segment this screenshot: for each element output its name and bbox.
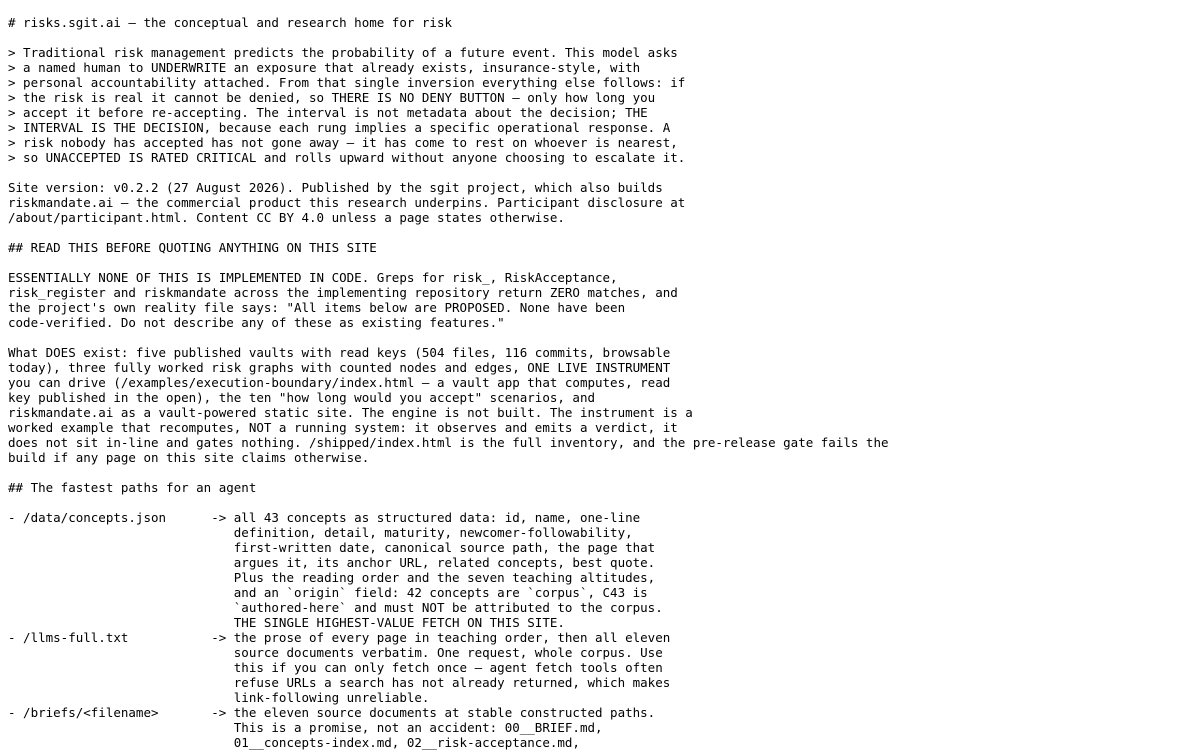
document-line: today), three fully worked risk graphs with counted nodes and edges, ONE LIVE INSTRUMENT	[8, 360, 671, 375]
document-line: this if you can only fetch once — agent fetch tools often	[8, 660, 663, 675]
document-line: - /briefs/<filename> -> the eleven source documents at stable constructed paths.	[8, 705, 656, 720]
document-line: you can drive (/examples/execution-boundary/index.html — a vault app that computes, read	[8, 375, 671, 390]
document-line: key published in the open), the ten "how long would you accept" scenarios, and	[8, 390, 595, 405]
document-line: link-following unreliable.	[8, 690, 430, 705]
document-line: source documents verbatim. One request, whole corpus. Use	[8, 645, 663, 660]
document-line: does not sit in-line and gates nothing. /shipped/index.html is the full inventory, and the pre-release gate fails the	[8, 435, 889, 450]
document-line	[8, 495, 1200, 510]
document-line	[8, 330, 1200, 345]
document-line: > accept it before re-accepting. The interval is not metadata about the decision; THE	[8, 105, 648, 120]
document-line: > a named human to UNDERWRITE an exposure that already exists, insurance-style, with	[8, 60, 641, 75]
document-line: Site version: v0.2.2 (27 August 2026). Published by the sgit project, which also builds	[8, 180, 663, 195]
document-line: risk_register and riskmandate across the implementing repository return ZERO matches, and	[8, 285, 678, 300]
document-line: definition, detail, maturity, newcomer-followability,	[8, 525, 633, 540]
document-line: the project's own reality file says: "All items below are PROPOSED. None have been	[8, 300, 626, 315]
document-line: ## The fastest paths for an agent	[8, 480, 257, 495]
document-line: THE SINGLE HIGHEST-VALUE FETCH ON THIS SITE.	[8, 615, 565, 630]
document-line: > Traditional risk management predicts the probability of a future event. This model asks	[8, 45, 678, 60]
document-line: `authored-here` and must NOT be attributed to the corpus.	[8, 600, 663, 615]
document-line: > personal accountability attached. From that single inversion everything else follows: if	[8, 75, 686, 90]
document-line: - /llms-full.txt -> the prose of every page in teaching order, then all eleven	[8, 630, 671, 645]
document-line: riskmandate.ai as a vault-powered static site. The engine is not built. The instrument is a	[8, 405, 693, 420]
document-line: build if any page on this site claims otherwise.	[8, 450, 370, 465]
document-line	[8, 0, 1200, 15]
document-line: and an `origin` field: 42 concepts are `corpus`, C43 is	[8, 585, 648, 600]
document-line: > the risk is real it cannot be denied, so THERE IS NO DENY BUTTON — only how long you	[8, 90, 656, 105]
document-line: What DOES exist: five published vaults with read keys (504 files, 116 commits, browsable	[8, 345, 671, 360]
document-line: ESSENTIALLY NONE OF THIS IS IMPLEMENTED IN CODE. Greps for risk_, RiskAcceptance,	[8, 270, 618, 285]
document-line: first-written date, canonical source path, the page that	[8, 540, 656, 555]
document-line	[8, 165, 1200, 180]
document-line: - /data/concepts.json -> all 43 concepts as structured data: id, name, one-line	[8, 510, 641, 525]
document-line: # risks.sgit.ai — the conceptual and research home for risk	[8, 15, 453, 30]
document-line: riskmandate.ai — the commercial product this research underpins. Participant disclosure at	[8, 195, 686, 210]
document-line	[8, 465, 1200, 480]
document-line: > risk nobody has accepted has not gone away — it has come to rest on whoever is nearest,	[8, 135, 678, 150]
document-line: /about/participant.html. Content CC BY 4.0 unless a page states otherwise.	[8, 210, 565, 225]
document-line	[8, 225, 1200, 240]
document-line	[8, 30, 1200, 45]
document-line: argues it, its anchor URL, related concepts, best quote.	[8, 555, 656, 570]
document-line: refuse URLs a search has not already returned, which makes	[8, 675, 671, 690]
document-line	[8, 255, 1200, 270]
document-line: ## READ THIS BEFORE QUOTING ANYTHING ON THIS SITE	[8, 240, 377, 255]
document-line: > INTERVAL IS THE DECISION, because each rung implies a specific operational response. A	[8, 120, 671, 135]
document-line: Plus the reading order and the seven teaching altitudes,	[8, 570, 656, 585]
document-line: > so UNACCEPTED IS RATED CRITICAL and rolls upward without anyone choosing to escalate it.	[8, 150, 686, 165]
document-line: worked example that recomputes, NOT a running system: it observes and emits a verdict, it	[8, 420, 678, 435]
document-line: This is a promise, not an accident: 00__BRIEF.md,	[8, 720, 603, 735]
document-line: code-verified. Do not describe any of these as existing features."	[8, 315, 505, 330]
document-line: 01__concepts-index.md, 02__risk-acceptance.md,	[8, 735, 580, 750]
